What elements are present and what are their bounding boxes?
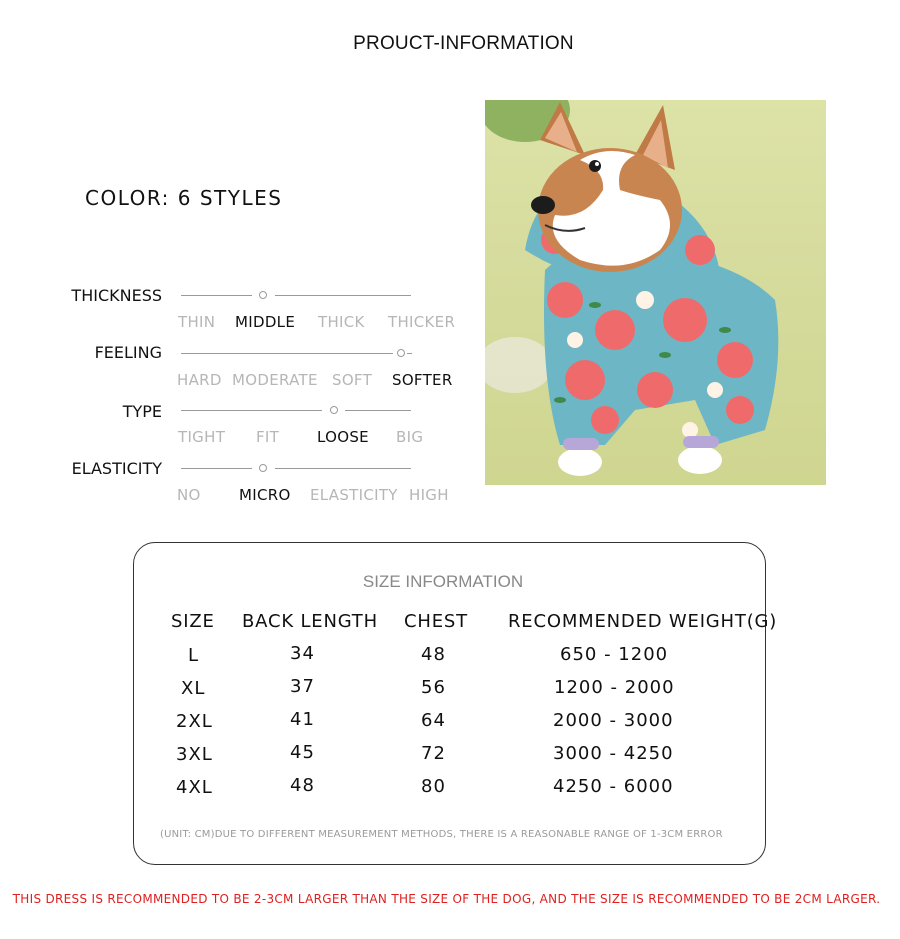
cell-back-length: 34 [290, 643, 315, 664]
cell-size: 2XL [176, 711, 213, 732]
scale-line [407, 353, 412, 354]
cell-size: 4XL [176, 777, 213, 798]
option-big: BIG [396, 428, 424, 446]
scale-line [275, 468, 411, 469]
option-fit: FIT [256, 428, 280, 446]
cell-size: 3XL [176, 744, 213, 765]
option-hard: HARD [177, 371, 222, 389]
attribute-label-feeling: FEELING [94, 343, 162, 362]
header-recommended-weight: RECOMMENDED WEIGHT(G) [508, 611, 778, 632]
page-title: PROUCT-INFORMATION [353, 33, 574, 54]
option-thicker: THICKER [388, 313, 456, 331]
header-chest: CHEST [404, 611, 468, 632]
attribute-label-type: TYPE [122, 402, 162, 421]
cell-back-length: 37 [290, 676, 315, 697]
option-moderate: MODERATE [232, 371, 318, 389]
option-loose-selected: LOOSE [317, 428, 369, 446]
option-softer-selected: SOFTER [392, 371, 453, 389]
option-thin: THIN [178, 313, 216, 331]
scale-marker [259, 464, 267, 472]
product-photo-corgi [485, 100, 826, 485]
attribute-label-elasticity: ELASTICITY [71, 459, 162, 478]
scale-marker [259, 291, 267, 299]
scale-line [181, 410, 322, 411]
scale-line [275, 295, 411, 296]
cell-weight: 3000 - 4250 [553, 743, 674, 764]
size-info-title: SIZE INFORMATION [362, 572, 524, 591]
option-high: HIGH [409, 486, 449, 504]
option-thick: THICK [318, 313, 365, 331]
measurement-note: (UNIT: CM)DUE TO DIFFERENT MEASUREMENT METHODS, THERE IS A REASONABLE RANGE OF 1-3CM ERROR [160, 829, 723, 840]
option-micro-selected: MICRO [239, 486, 291, 504]
color-styles-text: COLOR: 6 STYLES [85, 186, 283, 210]
option-tight: TIGHT [178, 428, 226, 446]
header-size: SIZE [171, 611, 215, 632]
cell-chest: 72 [421, 743, 446, 764]
cell-weight: 2000 - 3000 [553, 710, 674, 731]
cell-chest: 80 [421, 776, 446, 797]
scale-line [181, 468, 252, 469]
header-back-length: BACK LENGTH [242, 611, 378, 632]
option-no: NO [177, 486, 201, 504]
corgi-illustration [485, 100, 826, 485]
scale-marker [397, 349, 405, 357]
cell-size: L [188, 645, 200, 666]
scale-marker [330, 406, 338, 414]
cell-back-length: 41 [290, 709, 315, 730]
cell-chest: 56 [421, 677, 446, 698]
option-soft: SOFT [332, 371, 373, 389]
cell-size: XL [181, 678, 206, 699]
option-middle-selected: MIDDLE [235, 313, 296, 331]
attribute-label-thickness: THICKNESS [71, 286, 162, 305]
scale-line [181, 353, 393, 354]
cell-weight: 650 - 1200 [560, 644, 669, 665]
option-elasticity: ELASTICITY [310, 486, 398, 504]
cell-chest: 48 [421, 644, 446, 665]
scale-line [181, 295, 252, 296]
scale-line [345, 410, 411, 411]
cell-weight: 1200 - 2000 [554, 677, 675, 698]
size-recommendation-warning: THIS DRESS IS RECOMMENDED TO BE 2-3CM LARGER THAN THE SIZE OF THE DOG, AND THE SIZE IS RECOMMENDED TO BE 2CM LARGER. [12, 892, 881, 906]
cell-weight: 4250 - 6000 [553, 776, 674, 797]
cell-back-length: 48 [290, 775, 315, 796]
cell-chest: 64 [421, 710, 446, 731]
cell-back-length: 45 [290, 742, 315, 763]
